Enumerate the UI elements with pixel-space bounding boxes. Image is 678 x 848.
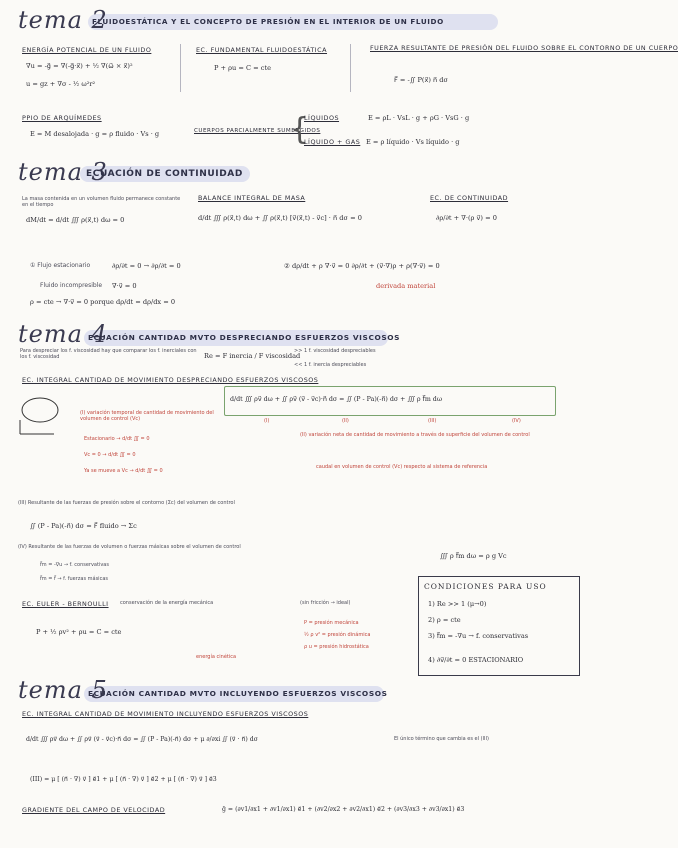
- liqgas-heading: LÍQUIDO + GAS: [304, 138, 361, 146]
- bernoulli-eq: P + ½ ρv² + ρu = C = cte: [36, 628, 122, 636]
- masa-note: La masa contenida en un volumen fluido permanece constante en el tiempo: [22, 196, 181, 208]
- tensor-eq: (III) = μ [ (n⃗ · ∇) v⃗ ] e⃗1 + μ [ (n⃗ · ∇) v⃗ ] e⃗2 + μ [ (n⃗ · ∇) v⃗ ] e⃗3: [30, 776, 217, 783]
- balance-eq: d/dt ∭ ρ(x⃗,t) dω + ∬ ρ(x⃗,t) [v⃗(x⃗,t) - v⃗c] · n⃗ dσ = 0: [198, 214, 362, 222]
- bernoulli-note: conservación de la energía mecánica: [120, 600, 214, 606]
- re-case-1: >> 1 f. viscosidad despreciables: [294, 348, 376, 354]
- note-vc: Vc = 0 → d/dt ∭ = 0: [84, 452, 136, 458]
- energia-eq2: u = gz + ∇σ - ½ ω²r²: [26, 80, 96, 88]
- liquidos-eq: E = ρL · VsL · g + ρG · VsG · g: [368, 114, 470, 122]
- note-IV-eq: ∭ ρ f⃗m dω = ρ g Vc: [440, 552, 507, 560]
- continuidad-eq: ∂ρ/∂t + ∇·(ρ v⃗) = 0: [436, 214, 497, 222]
- energia-eq1: ∇u = -g⃗ = ∇(-g⃗·x⃗) + ½ ∇(ω⃗ × x⃗)²: [26, 62, 133, 70]
- estacionario-label: ① Flujo estacionario: [30, 262, 91, 269]
- bernoulli-sum: energía cinética: [196, 654, 237, 660]
- tema-5-heading: tema 5: [18, 676, 108, 704]
- condition-4: 4) ∂v⃗/∂t = 0 ESTACIONARIO: [428, 656, 524, 664]
- liquidos-heading: LÍQUIDOS: [304, 114, 340, 122]
- masicas-note: f⃗m = f⃗ → f. fuerzas másicas: [40, 576, 108, 582]
- integral-heading: EC. INTEGRAL CANTIDAD DE MOVIMIENTO DESPRECIANDO ESFUERZOS VISCOSOS: [22, 376, 319, 384]
- label-III: (III): [428, 418, 437, 424]
- cuerpos-heading: CUERPOS PARCIALMENTE SUMERGIDOS: [194, 128, 321, 134]
- note-estacionario: Estacionario → d/dt ∭ = 0: [84, 436, 150, 442]
- bernoulli-condition: (sin fricción → ideal): [300, 600, 351, 606]
- divider: [180, 44, 181, 92]
- note-III: (III) Resultante de las fuerzas de presión sobre el contorno (Σc) del volumen de control: [18, 500, 235, 506]
- bernoulli-label-2: ½ ρ v² = presión dinámica: [304, 632, 371, 638]
- conditions-title: CONDICIONES PARA USO: [424, 582, 547, 591]
- bernoulli-heading: EC. EULER - BERNOULLI: [22, 600, 109, 608]
- brace-icon: {: [290, 112, 310, 147]
- tema-2-heading: tema 2: [18, 6, 108, 34]
- fundamental-eq: P + ρu = C = cte: [214, 64, 271, 72]
- tema-5-title: ECUACIÓN CANTIDAD MVTO INCLUYENDO ESFUERZOS VISCOSOS: [88, 689, 388, 698]
- condition-3: 3) f⃗m = -∇u → f. conservativas: [428, 632, 529, 640]
- note-mueve: Ya se mueve a Vc → d/dt ∭ = 0: [84, 468, 163, 474]
- control-volume-diagram: [14, 396, 74, 442]
- masa-eq: dM/dt = d/dt ∭ ρ(x⃗,t) dω = 0: [26, 216, 125, 224]
- tema-3-title: ECUACIÓN DE CONTINUIDAD: [86, 169, 243, 179]
- arquimedes-eq: E = M desalojada · g = ρ fluido · Vs · g: [30, 130, 160, 138]
- otra-eq: ② dρ/dt + ρ ∇·v⃗ = 0 ∂ρ/∂t + (v⃗·∇)ρ + ρ(∇·v⃗) = 0: [284, 262, 440, 270]
- resultante-heading: FUERZA RESULTANTE DE PRESIÓN DEL FLUIDO SOBRE EL CONTORNO DE UN CUERPO: [370, 44, 678, 52]
- balance-heading: BALANCE INTEGRAL DE MASA: [198, 194, 306, 202]
- re-case-2: << 1 f. inercia despreciables: [294, 362, 367, 368]
- estacionario-eq: ∂ρ/∂t = 0 → ∂ρ/∂t = 0: [112, 262, 181, 270]
- note-IV: (IV) Resultante de las fuerzas de volumen o fuerzas másicas sobre el volumen de control: [18, 544, 241, 550]
- resultante-eq: F⃗ = -∬ P(x⃗) n⃗ dσ: [394, 76, 449, 84]
- integral-visc-heading: EC. INTEGRAL CANTIDAD DE MOVIMIENTO INCLUYENDO ESFUERZOS VISCOSOS: [22, 710, 309, 718]
- condition-1: 1) Re >> 1 (μ→0): [428, 600, 487, 608]
- tema-4-title: ECUACIÓN CANTIDAD MVTO DESPRECIANDO ESFUERZOS VISCOSOS: [88, 333, 401, 342]
- note-I: (I) variación temporal de cantidad de movimiento del volumen de control (Vc): [80, 410, 214, 422]
- intro-note: Para despreciar los f. viscosidad hay que comparar los f. inerciales con los f. viscosidad: [20, 348, 197, 360]
- integral-visc-eq: d/dt ∭ ρv⃗ dω + ∬ ρv⃗ (v⃗ - v⃗c)·n⃗ dσ = ∬ (P - Pa)(-n⃗) dσ + μ ∂/∂xi ∬ (v⃗ · n⃗) dσ: [26, 736, 258, 743]
- tema-2-title: FLUIDOESTÁTICA Y EL CONCEPTO DE PRESIÓN EN EL INTERIOR DE UN FLUIDO: [92, 17, 444, 26]
- continuidad-heading: EC. DE CONTINUIDAD: [430, 194, 509, 202]
- energia-heading: ENERGÍA POTENCIAL DE UN FLUIDO: [22, 46, 152, 54]
- note-III-eq: ∬ (P - Pa)(-n⃗) dσ = F⃗ fluido → Σc: [30, 522, 137, 530]
- derivada-label: derivada material: [376, 282, 436, 290]
- note-caudal: caudal en volumen de control (Vc) respecto al sistema de referencia: [316, 464, 488, 470]
- arquimedes-heading: PPIO DE ARQUÍMEDES: [22, 114, 102, 122]
- tema-3-heading: tema 3: [18, 158, 108, 186]
- incompresible-label: Fluido incompresible: [40, 282, 103, 289]
- cte-eq: ρ = cte → ∇·v⃗ = 0 porque dρ/dt = dρ/dx = 0: [30, 298, 176, 306]
- condition-2: 2) ρ = cte: [428, 616, 461, 624]
- label-II: (II): [342, 418, 349, 424]
- fundamental-heading: EC. FUNDAMENTAL FLUIDOESTÁTICA: [196, 46, 328, 54]
- tema-4-heading: tema 4: [18, 320, 108, 348]
- gradiente-heading: GRADIENTE DEL CAMPO DE VELOCIDAD: [22, 806, 166, 814]
- gradiente-eq: ḡ = (∂v1/∂x1 + ∂v1/∂x1) e⃗1 + (∂v2/∂x2 + ∂v2/∂x1) e⃗2 + (∂v3/∂x3 + ∂v3/∂x1) e⃗3: [222, 806, 465, 813]
- bernoulli-label-3: ρ u = presión hidrostática: [304, 644, 369, 650]
- unico-note: El único término que cambia es el (III): [394, 736, 489, 742]
- bernoulli-label-1: P = presión mecánica: [304, 620, 359, 626]
- divider: [350, 44, 351, 92]
- label-I: (I): [264, 418, 270, 424]
- incompresible-eq: ∇·v⃗ = 0: [112, 282, 137, 290]
- reynolds-eq: Re = F inercia / F viscosidad: [204, 352, 301, 360]
- note-II: (II) variación neta de cantidad de movimiento a través de superficie del volumen de control: [300, 432, 530, 438]
- conservativas-note: f⃗m = -∇u → f. conservativas: [40, 562, 109, 568]
- liqgas-eq: E = ρ líquido · Vs líquido · g: [366, 138, 460, 146]
- label-IV: (IV): [512, 418, 521, 424]
- integral-eq: d/dt ∭ ρv⃗ dω + ∬ ρv⃗ (v⃗ - v⃗c)·n⃗ dσ = ∬ (P - Pa)(-n⃗) dσ + ∭ ρ f⃗m dω: [230, 396, 442, 403]
